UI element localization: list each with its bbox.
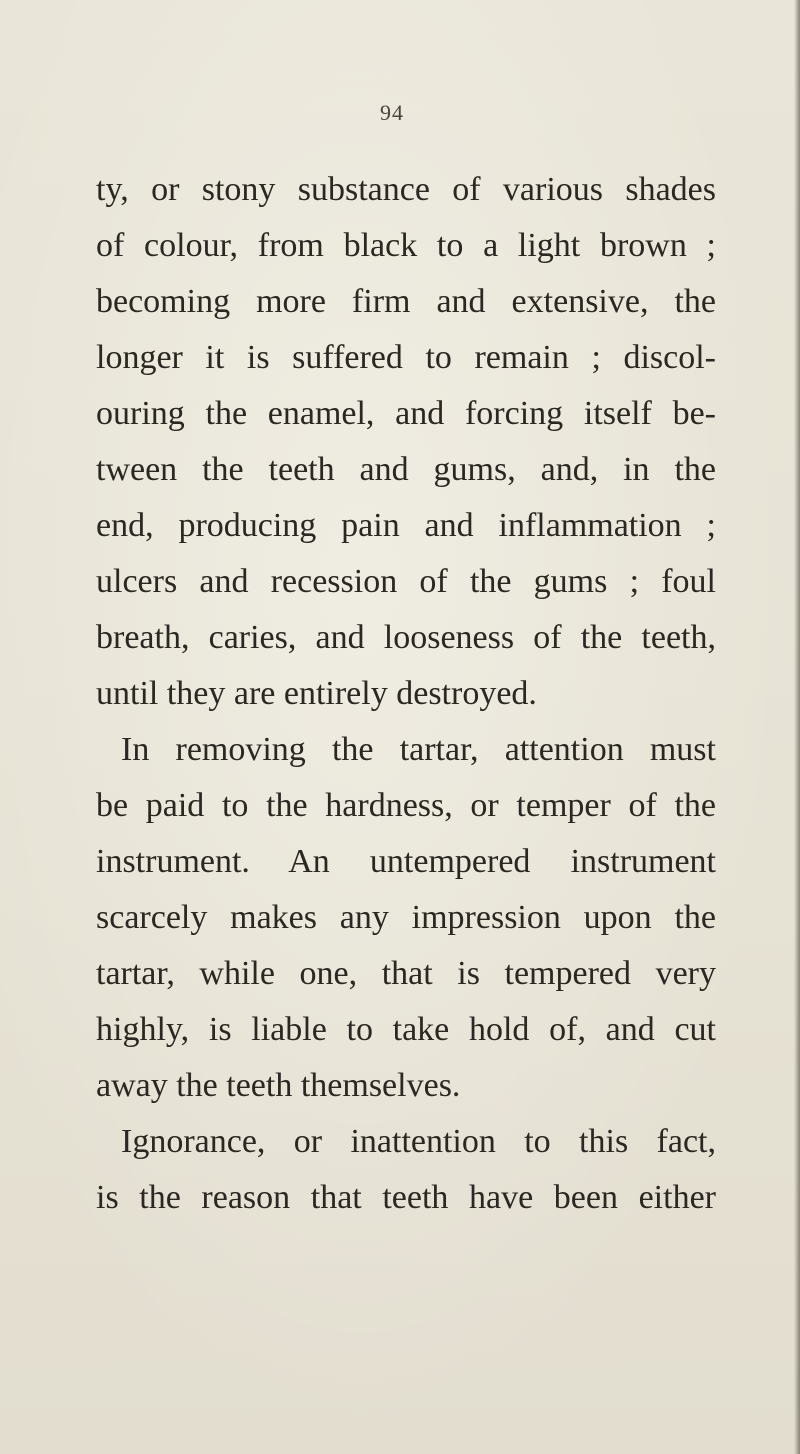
text-line: breath, caries, and looseness of the teeth, [96, 619, 716, 656]
page-number: 94 [380, 100, 404, 125]
text-line: instrument. An untempered instrument [96, 843, 716, 880]
text-line: away the teeth themselves. [96, 1067, 461, 1104]
paragraph-start-line: In removing the tartar, attention must [121, 731, 716, 768]
text-line: tween the teeth and gums, and, in the [96, 451, 716, 488]
text-line: until they are entirely destroyed. [96, 675, 537, 712]
text-line: tartar, while one, that is tempered very [96, 955, 716, 992]
text-line: longer it is suffered to remain ; discol- [96, 339, 716, 376]
paragraph-start-line: Ignorance, or inattention to this fact, [121, 1123, 716, 1160]
text-line: becoming more firm and extensive, the [96, 283, 716, 320]
text-line: highly, is liable to take hold of, and cut [96, 1011, 716, 1048]
page-gutter-shadow [794, 0, 800, 1454]
text-line: scarcely makes any impression upon the [96, 899, 716, 936]
text-line: ty, or stony substance of various shades [96, 171, 716, 208]
text-line: of colour, from black to a light brown ; [96, 227, 716, 264]
text-line: ulcers and recession of the gums ; foul [96, 563, 716, 600]
text-line: end, producing pain and inflammation ; [96, 507, 716, 544]
text-line: is the reason that teeth have been either [96, 1179, 716, 1216]
text-line: be paid to the hardness, or temper of the [96, 787, 716, 824]
body-text [96, 162, 716, 1226]
text-line: ouring the enamel, and forcing itself be- [96, 395, 716, 432]
